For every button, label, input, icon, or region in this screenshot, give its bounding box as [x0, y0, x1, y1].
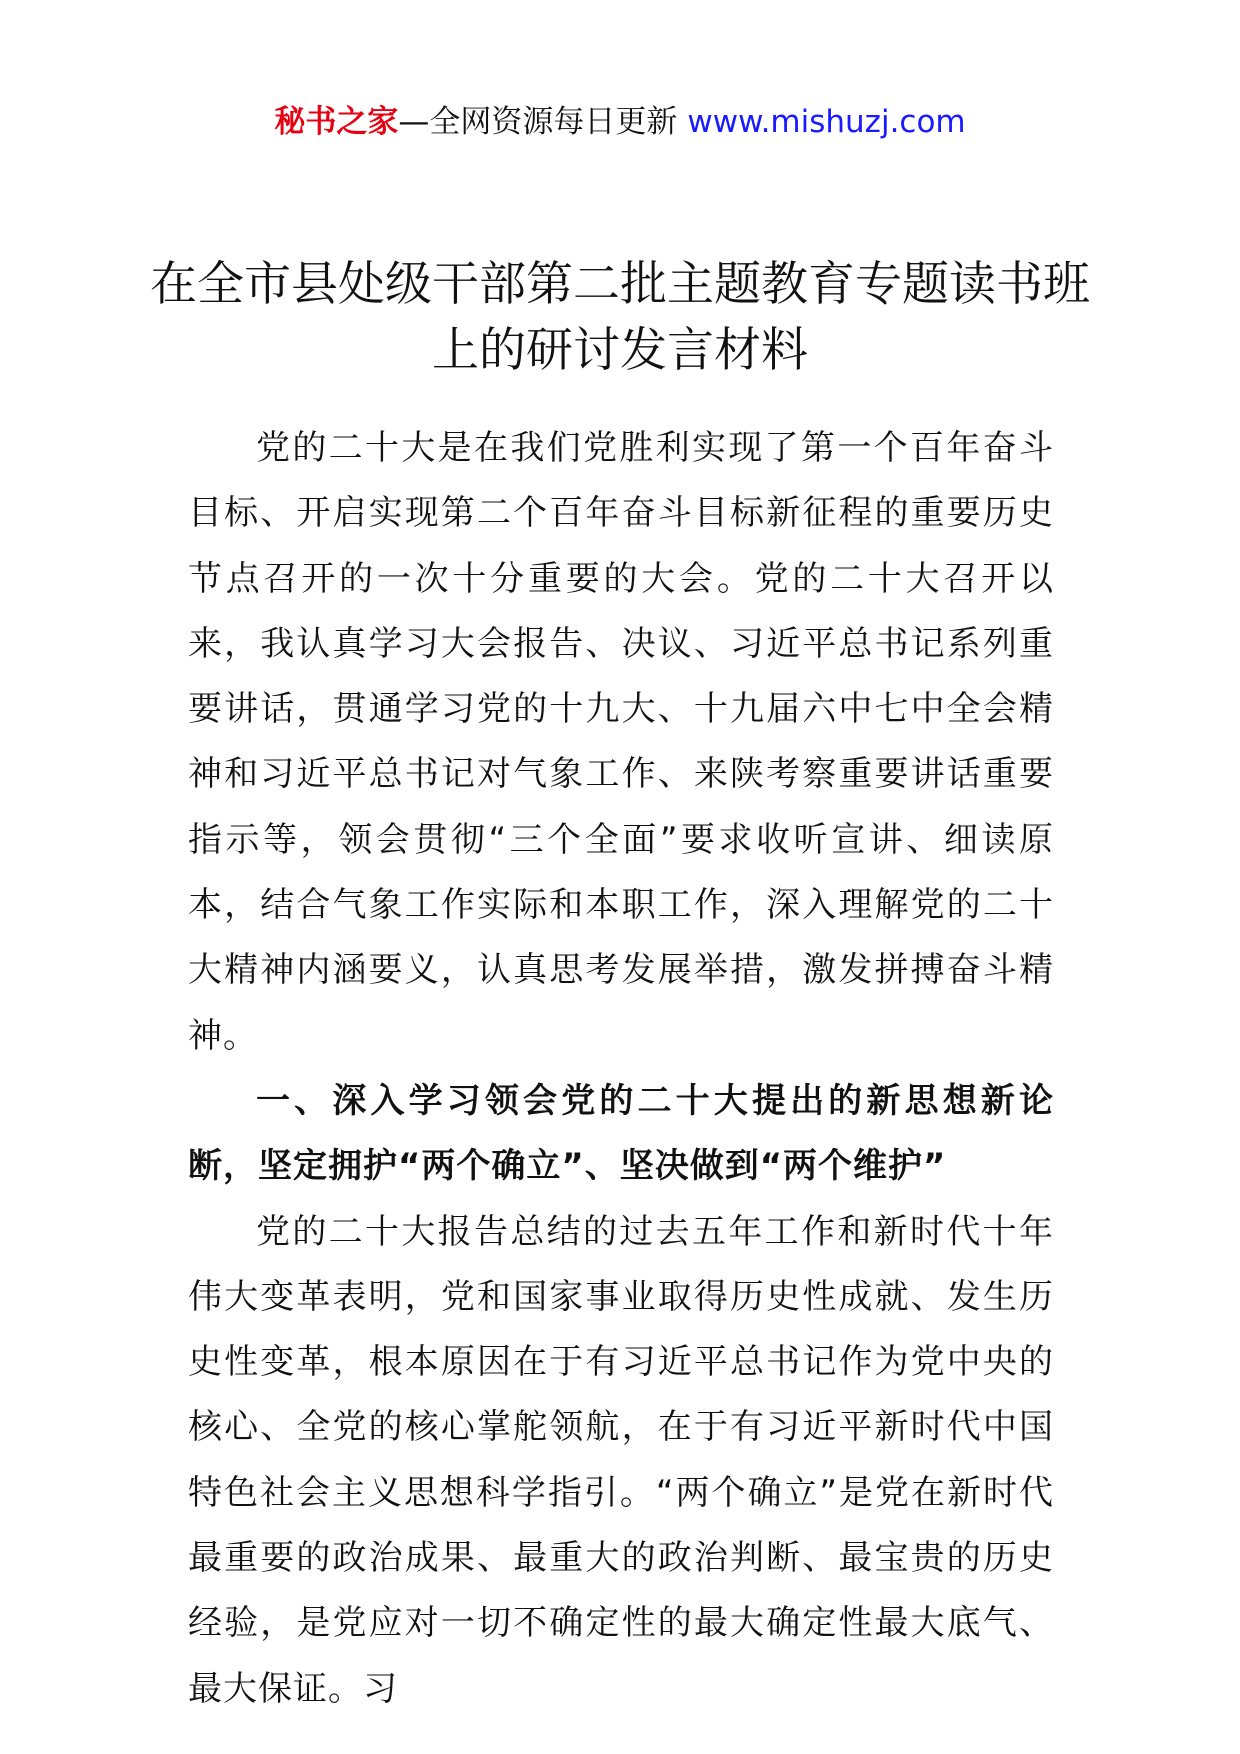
brand-name: 秘书之家	[274, 104, 399, 140]
document-title: 在全市县处级干部第二批主题教育专题读书班上的研讨发言材料	[150, 257, 1090, 378]
header-tagline: —全网资源每日更新	[398, 104, 678, 140]
intro-paragraph: 党的二十大是在我们党胜利实现了第一个百年奋斗目标、开启实现第二个百年奋斗目标新征程的重要历史节点召开的一次十分重要的大会。党的二十大召开以来，我认真学习大会报告、决议、习近平总书记系列重要讲话，贯通学习党的十九大、十九届六中七中全会精神和习近平总书记对气象工作、来陕考察重要讲话重要指示等，领会贯彻“三个全面”要求收听宣讲、细读原本，结合气象工作实际和本职工作，深入理解党的二十大精神内涵要义，认真思考发展举措，激发拼搏奋斗精神。	[188, 428, 1054, 1056]
page-header	[0, 100, 1240, 144]
section-1-paragraph: 党的二十大报告总结的过去五年工作和新时代十年伟大变革表明，党和国家事业取得历史性成就、发生历史性变革，根本原因在于有习近平总书记作为党中央的核心、全党的核心掌舵领航，在于有习近平新时代中国特色社会主义思想科学指引。“两个确立”是党在新时代最重要的政治成果、最重大的政治判断、最宝贵的历史经验，是党应对一切不确定性的最大确定性最大底气、最大保证。习	[188, 1211, 1054, 1709]
section-heading-1: 一、深入学习领会党的二十大提出的新思想新论断，坚定拥护“两个确立”、坚决做到“两个维护”	[188, 1080, 1054, 1187]
document-body	[188, 416, 1054, 1722]
site-url-link[interactable]: www.mishuzj.com	[687, 104, 966, 140]
